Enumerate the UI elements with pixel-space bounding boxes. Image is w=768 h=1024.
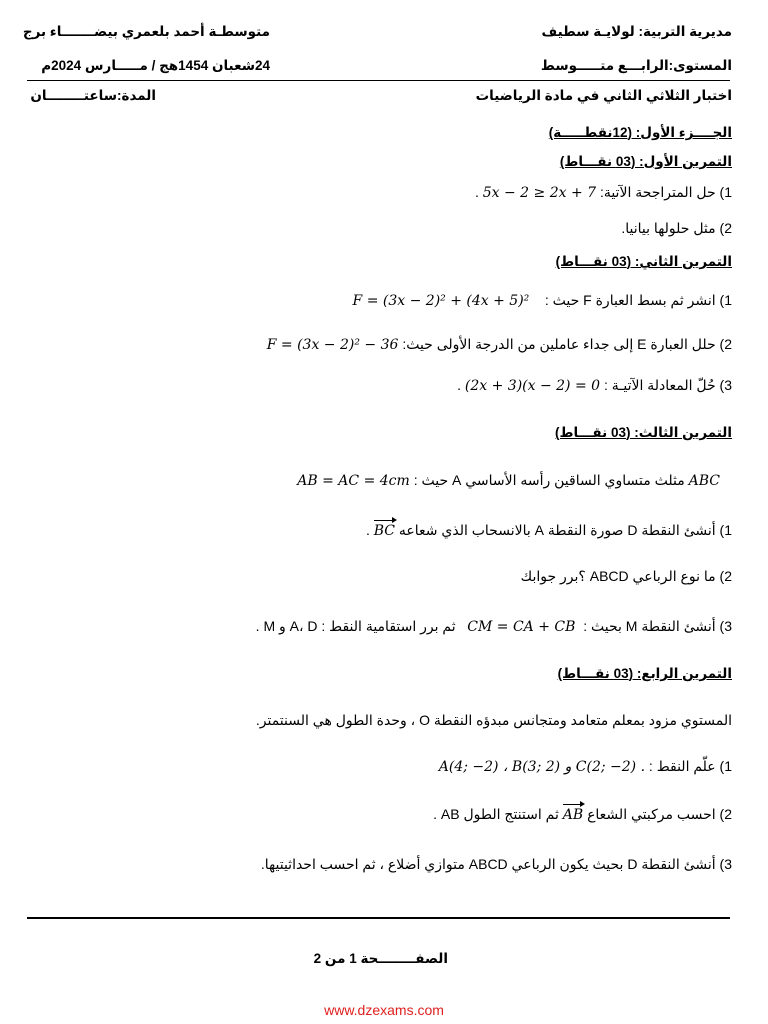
ex2-q1-text: 1) انشر ثم بسط العبارة F حيث : — [544, 292, 732, 308]
ex3-question-2: 2) ما نوع الرباعي ABCD ؟برر جوابك — [520, 568, 732, 584]
ex3-question-1 — [366, 522, 732, 539]
ex2-question-2 — [267, 336, 732, 353]
website-link[interactable]: www.dzexams.com — [324, 1002, 444, 1018]
ex2-question-3 — [457, 377, 732, 394]
ex1-q1-inequality: 5x − 2 ≥ 2x + 7 — [482, 185, 597, 201]
ex3-triangle-name: ABC — [688, 473, 720, 489]
exam-title: اختبار الثلاثي الثاني في مادة الرياضيات — [475, 88, 732, 103]
ex1-q1-text: 1) حل المتراجحة الآتية: — [599, 184, 732, 200]
exercise-3-title: التمرين الثالث: (03 نقـــاط) — [554, 425, 732, 440]
ex3-q1-vector: BC — [373, 523, 395, 539]
exam-duration: المدة:ساعتــــــــان — [30, 88, 156, 103]
ex2-q3-equation: (2x + 3)(x − 2) = 0 — [464, 378, 601, 394]
ex4-q1-points: A(4; −2) ، B(3; 2) و C(2; −2) . — [438, 759, 646, 775]
ex2-question-1 — [353, 292, 732, 309]
ex3-q1-end: . — [365, 522, 370, 538]
ex4-question-1 — [439, 758, 732, 775]
ex2-q2-text: 2) حلل العبارة E إلى جداء عاملين من الدرجة الأولى حيث: — [402, 336, 732, 352]
ex1-q1-end: . — [474, 184, 479, 200]
exam-date: 24شعبان 1454هج / مـــــارس 2024م — [41, 58, 270, 73]
page-number: الصفــــــــحة 1 من 2 — [313, 951, 448, 966]
ex2-q3-text: 3) حُلّ المعادلة الآتيـة : — [603, 377, 732, 393]
ex4-intro: المستوي مزود بمعلم متعامد ومتجانس مبدؤه النقطة O ، وحدة الطول هي السنتمتر. — [255, 712, 732, 728]
exercise-1-title: التمرين الأول: (03 نقـــاط) — [559, 154, 732, 169]
ex3-intro — [297, 472, 720, 489]
footer-divider — [27, 917, 730, 919]
ex1-question-1 — [475, 184, 732, 201]
ex4-q1-text: 1) علّم النقط : — [648, 758, 732, 774]
ex4-question-3: 3) أنشئ النقطة D بحيث يكون الرباعي ABCD متوازي أضلاع ، ثم احسب احداثيتيها. — [260, 856, 732, 872]
ex3-intro-text: مثلث متساوي الساقين رأسه الأساسي A حيث : — [413, 472, 685, 488]
school-name: متوسطـة أحمد بلعمري بيضـــــــاء برج — [22, 24, 270, 39]
exercise-4-title: التمرين الرابع: (03 نقـــاط) — [557, 666, 732, 681]
level: المستوى:الرابـــع متـــــوسط — [540, 58, 732, 73]
ex4-question-2 — [433, 806, 732, 823]
ex4-q2-text: 2) احسب مركبتي الشعاع — [587, 806, 732, 822]
directorate: مديرية التربية: لولايـة سطيف — [541, 24, 732, 39]
ex4-q2-end: ثم استنتج الطول AB . — [433, 806, 559, 822]
ex3-question-3 — [256, 618, 732, 635]
ex3-q1-text: 1) أنشئ النقطة D صورة النقطة A بالانسحاب الذي شعاعه — [398, 522, 732, 538]
exercise-2-title: التمرين الثاني: (03 نقـــاط) — [555, 254, 732, 269]
ex1-question-2: 2) مثل حلولها بيانيا. — [621, 220, 732, 236]
ex4-q2-vector: AB — [562, 807, 584, 823]
ex3-q3-vector-equation: CM = CA + CB — [467, 619, 576, 635]
header-divider — [27, 80, 730, 81]
ex3-q3-text-a: 3) أنشئ النقطة M بحيث : — [583, 618, 732, 634]
ex3-intro-lengths: AB = AC = 4cm — [297, 473, 410, 489]
ex2-q1-expression: F = (3x − 2)² + (4x + 5)² — [352, 293, 530, 309]
ex2-q3-end: . — [457, 377, 461, 393]
part-title: الجــــزء الأول: (12نقطـــــة) — [548, 125, 732, 140]
ex2-q2-expression: F = (3x − 2)² − 36 — [266, 337, 399, 353]
ex3-q3-text-b: ثم برر استقامية النقط : A، D و M . — [255, 618, 456, 634]
